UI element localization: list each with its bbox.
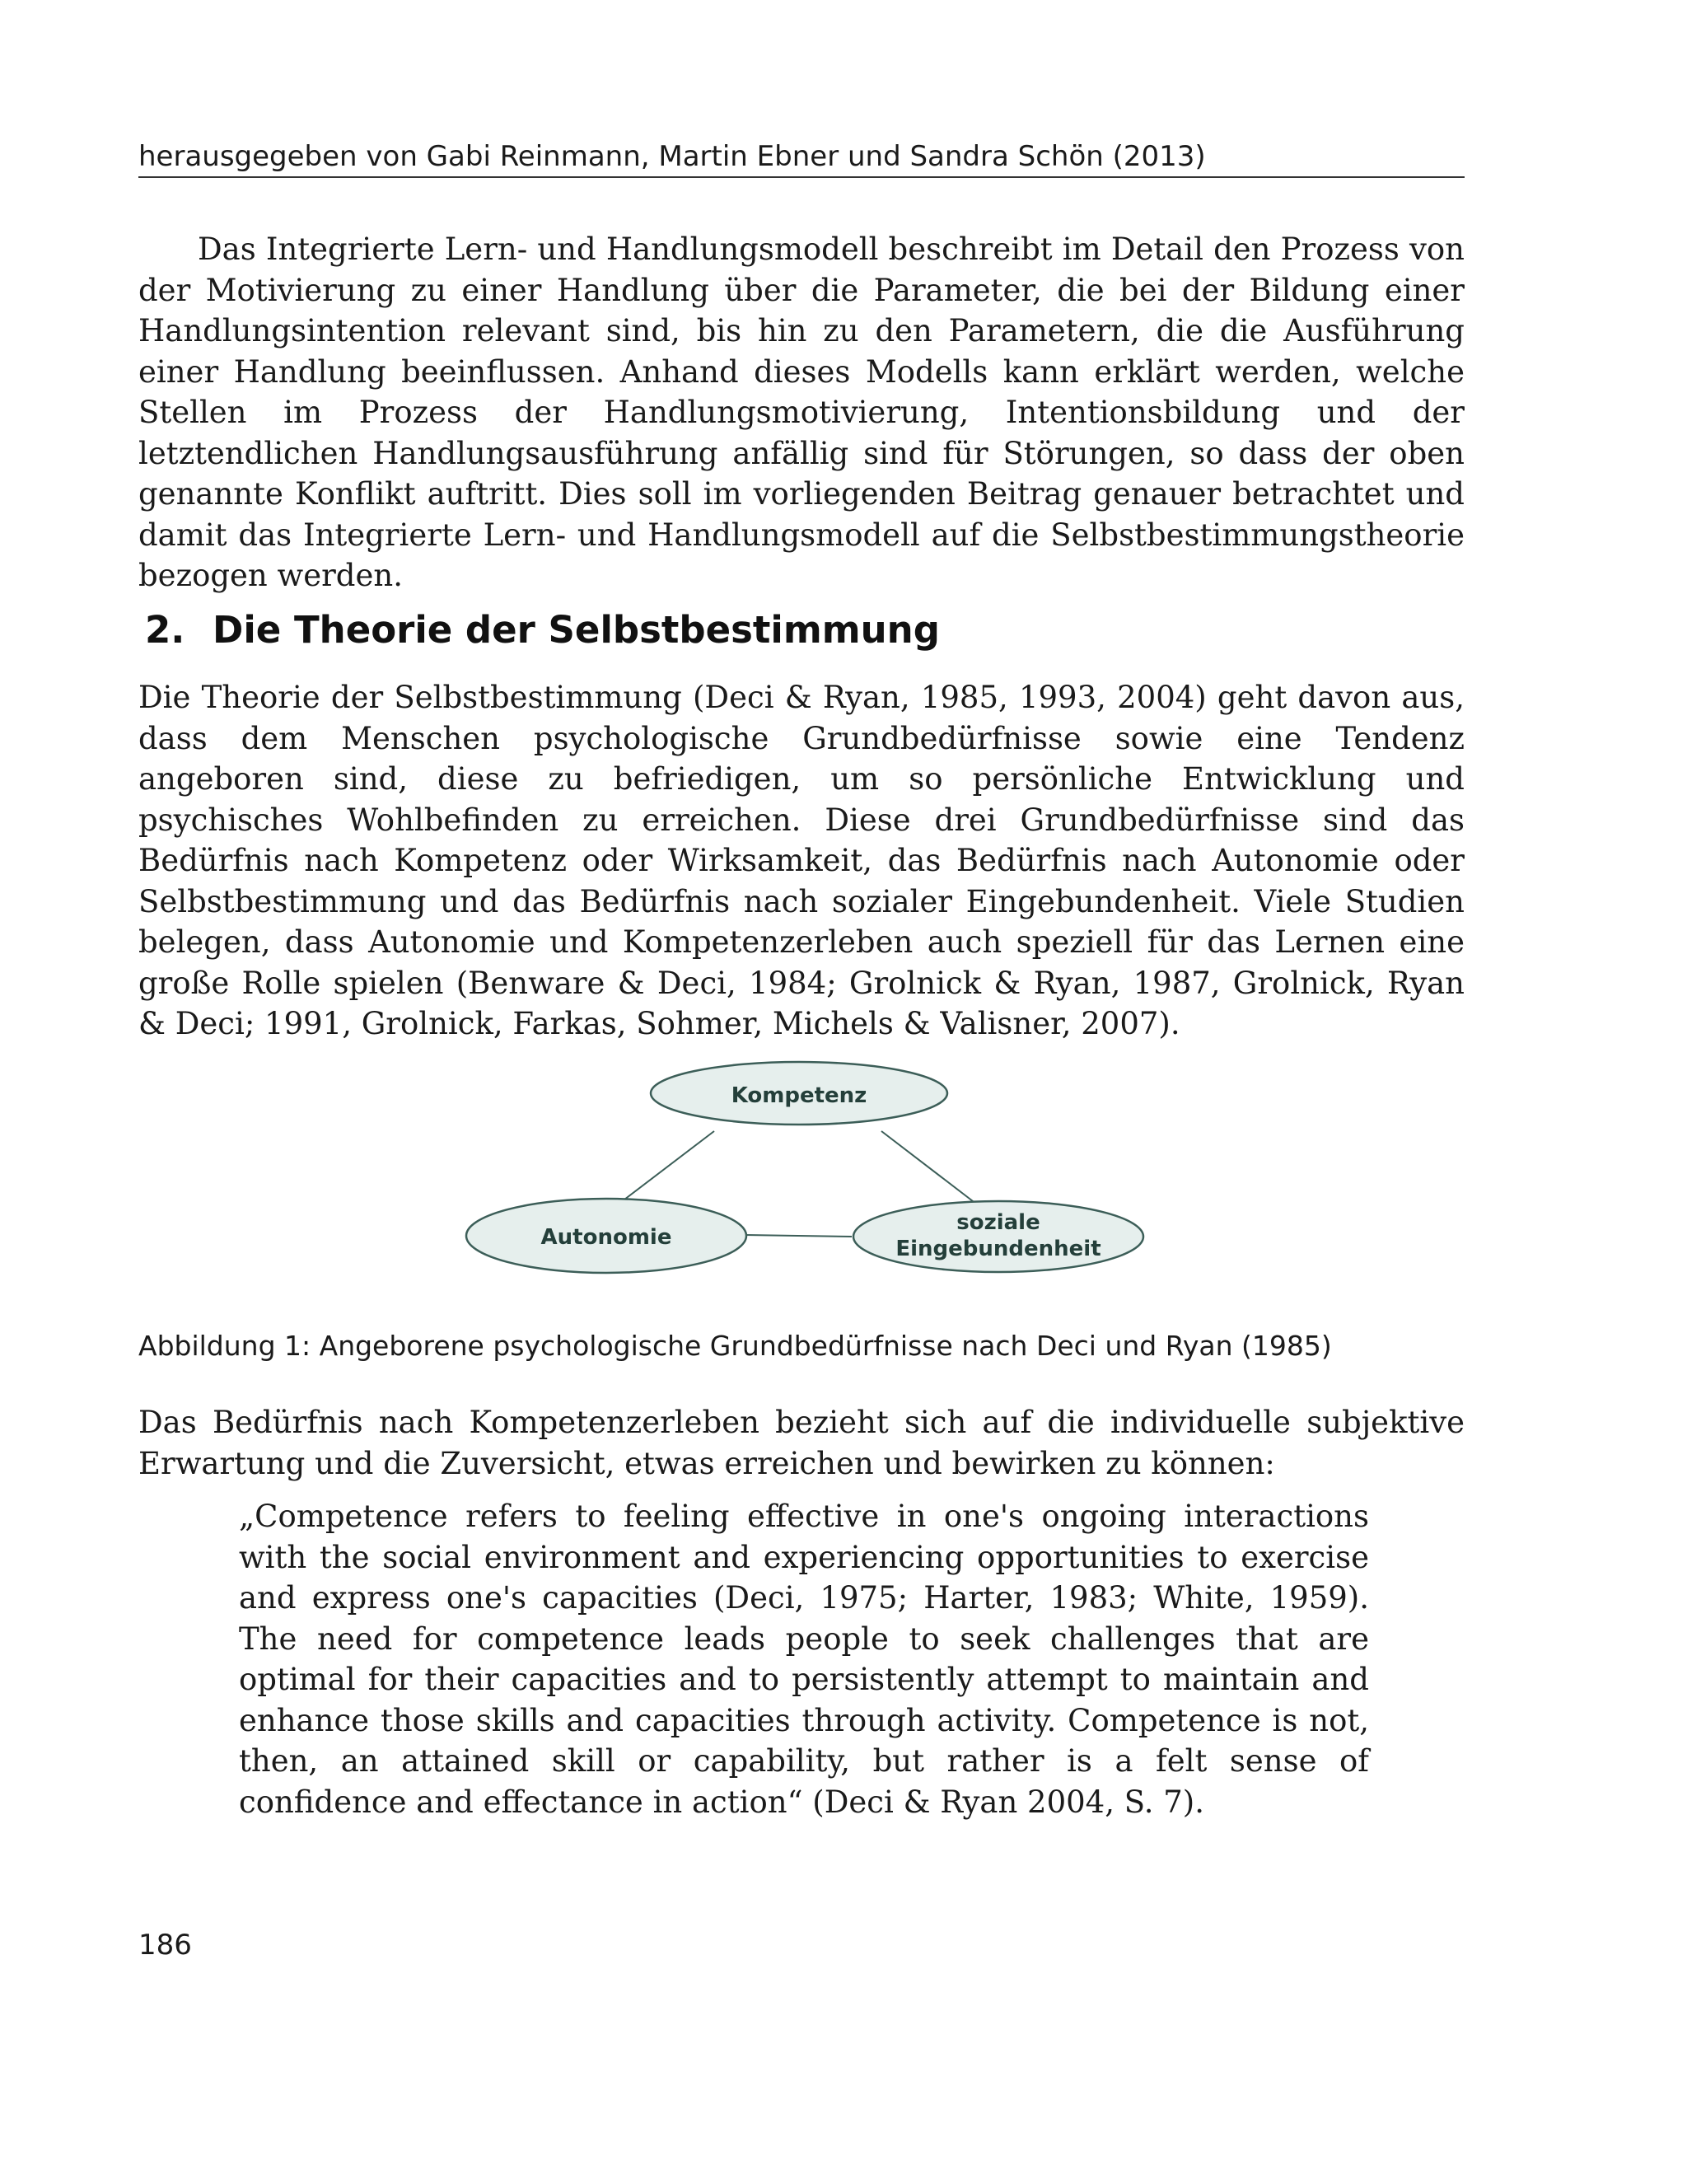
- page-number: 186: [138, 1929, 192, 1962]
- edge-kompetenz-soziale: [881, 1131, 984, 1209]
- running-header: herausgegeben von Gabi Reinmann, Martin Ebner und Sandra Schön (2013): [138, 138, 1465, 178]
- node-soziale-label-line2: Eingebundenheit: [895, 1237, 1101, 1261]
- edge-autonomie-soziale: [745, 1235, 852, 1237]
- node-kompetenz-label: Kompetenz: [731, 1083, 867, 1108]
- theory-paragraph: Die Theorie der Selbstbestimmung (Deci & Ryan, 1985, 1993, 2004) geht davon aus, dass dem Menschen psychologische Grundbedürfnisse sowie eine Tendenz angeboren sind, diese zu befriedigen, um so persönliche Entwicklung und psychisches Wohlbefinden zu erreichen. Diese drei Grundbedürfnisse sind das Bedürfnis nach Kompetenz oder Wirksamkeit, das Bedürfnis nach Autonomie oder Selbstbestimmung und das Bedürfnis nach sozialer Eingebundenheit. Viele Studien belegen, dass Autonomie und Kompetenzerleben auch speziell für das Lernen eine große Rolle spielen (Benware & Deci, 1984; Grolnick & Ryan, 1987, Grolnick, Ryan & Deci; 1991, Grolnick, Farkas, Sohmer, Michels & Valisner, 2007).: [138, 680, 1465, 1041]
- needs-diagram: [461, 1057, 1153, 1296]
- section-heading: [145, 606, 1463, 655]
- section-title: Die Theorie der Selbstbestimmung: [213, 608, 940, 652]
- node-autonomie-label: Autonomie: [540, 1225, 672, 1250]
- block-quote: „Competence refers to feeling effective in one's ongoing interactions with the social environment and experiencing opportunities to exercise and express one's capacities (Deci, 1975; Harter, 1983; White, 1959). The need for competence leads people to seek challenges that are optimal for their capacities and to persistently attempt to maintain and enhance those skills and capacities through activity. Competence is not, then, an attained skill or capability, but rather is a felt sense of confidence and effectance in action“ (Deci & Ryan 2004, S. 7).: [239, 1499, 1369, 1820]
- node-soziale-label-line1: soziale: [956, 1210, 1040, 1235]
- competence-paragraph: Das Bedürfnis nach Kompetenzerleben bezieht sich auf die individuelle subjektive Erwartung und die Zuversicht, etwas erreichen und bewirken zu können:: [138, 1405, 1465, 1481]
- needs-diagram-svg: [461, 1057, 1153, 1296]
- figure-caption: Abbildung 1: Angeborene psychologische Grundbedürfnisse nach Deci und Ryan (1985): [138, 1330, 1332, 1362]
- intro-paragraph: Das Integrierte Lern- und Handlungsmodell beschreibt im Detail den Prozess von der Motivierung zu einer Handlung über die Parameter, die bei der Bildung einer Handlungsintention relevant sind, bis hin zu den Parametern, die die Ausführung einer Handlung beeinflussen. Anhand dieses Modells kann erklärt werden, welche Stellen im Prozess der Handlungsmotivierung, Intentionsbildung und der letztendlichen Handlungsausführung anfällig sind für Störungen, so dass der oben genannte Konflikt auftritt. Dies soll im vorliegenden Beitrag genauer betrachtet und damit das Integrierte Lern- und Handlungsmodell auf die Selbstbestimmungstheorie bezogen werden.: [138, 231, 1465, 593]
- section-number: 2.: [145, 608, 185, 652]
